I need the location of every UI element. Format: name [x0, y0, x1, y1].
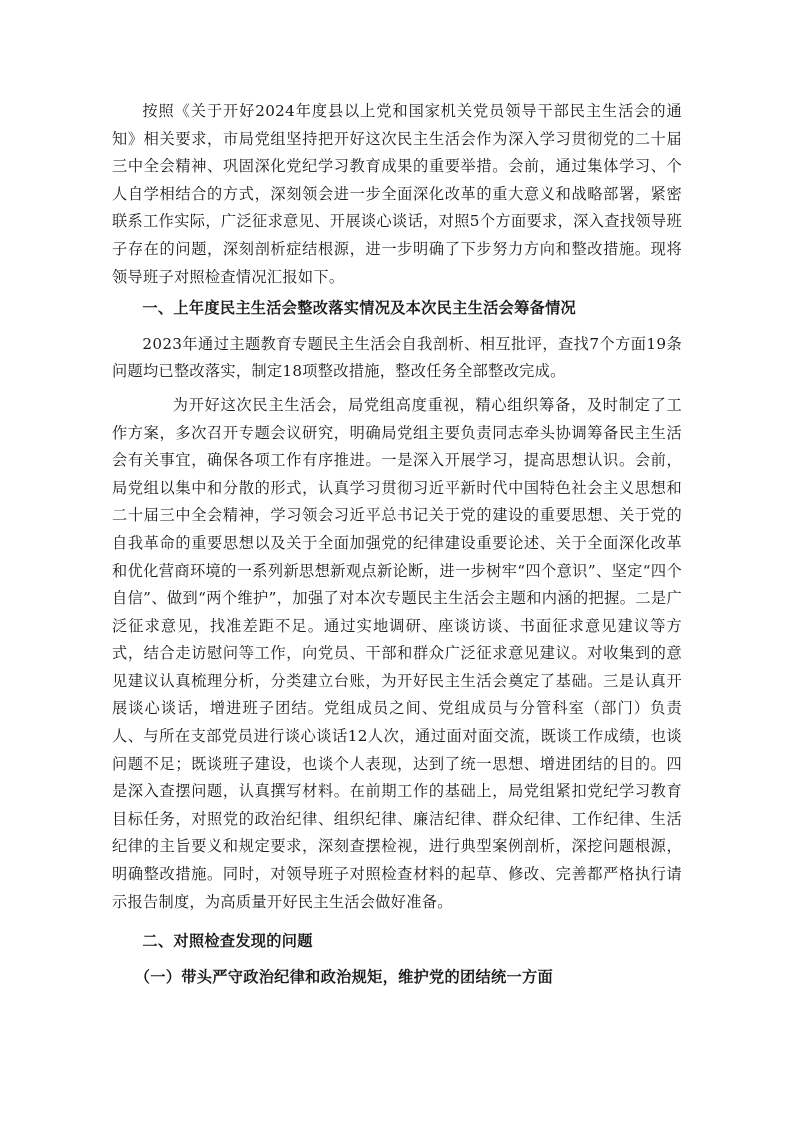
- section-heading-2: 二、对照检查发现的问题: [142, 932, 313, 951]
- intro-paragraph: 按照《关于开好2024年度县以上党和国家机关党员领导干部民主生活会的通知》相关要求，市局党组坚持把开好这次民主生活会作为深入学习贯彻党的二十届三中全会精神、巩固深化党纪学习教育成果的重要举措。会前，通过集体学习、个人自学相结合的方式，深刻领会进一步全面深化改革的重大意义和战略部署，紧密联系工作实际，广泛征求意见、开展谈心谈话，对照5个方面要求，深入查找领导班子存在的问题，深刻剖析症结根源，进一步明确了下步努力方向和整改措施。现将领导班子对照检查情况汇报如下。: [112, 102, 682, 286]
- subsection-heading-1: （一）带头严守政治纪律和政治规矩，维护党的团结统一方面: [134, 967, 553, 986]
- rectification-paragraph: 2023年通过主题教育专题民主生活会自我剖析、相互批评，查找7个方面19条问题均已整改落实，制定18项整改措施，整改任务全部整改完成。: [112, 334, 682, 381]
- preparation-paragraph: 为开好这次民主生活会，局党组高度重视，精心组织筹备，及时制定了工作方案，多次召开专题会议研究，明确局党组主要负责同志牵头协调筹备民主生活会有关事宜，确保各项工作有序推进。一是深入开展学习，提高思想认识。会前，局党组以集中和分散的形式，认真学习贯彻习近平新时代中国特色社会主义思想和二十届三中全会精神，学习领会习近平总书记关于党的建设的重要思想、关于党的自我革命的重要思想以及关于全面加强党的纪律建设重要论述、关于全面深化改革和优化营商环境的一系列新思想新观点新论断，进一步树牢“四个意识”、坚定“四个自信”、做到“两个维护”，加强了对本次专题民主生活会主题和内涵的把握。二是广泛征求意见，找准差距不足。通过实地调研、座谈访谈、书面征求意见建议等方式，结合走访慰问等工作，向党员、干部和群众广泛征求意见建议。对收集到的意见建议认真梳理分析，分类建立台账，为开好民主生活会奠定了基础。三是认真开展谈心谈话，增进班子团结。党组成员之间、党组成员与分管科室（部门）负责人、与所在支部党员进行谈心谈话12人次，通过面对面交流，既谈工作成绩，也谈问题不足；既谈班子建设，也谈个人表现，达到了统一思想、增进团结的目的。四是深入查摆问题，认真撰写材料。在前期工作的基础上，局党组紧扣党纪学习教育目标任务，对照党的政治纪律、组织纪律、廉洁纪律、群众纪律、工作纪律、生活纪律的主旨要义和规定要求，深刻查摆检视，进行典型案例剖析，深挖问题根源，明确整改措施。同时，对领导班子对照检查材料的起草、修改、完善都严格执行请示报告制度，为高质量开好民主生活会做好准备。: [112, 395, 682, 911]
- section-heading-1: 一、上年度民主生活会整改落实情况及本次民主生活会筹备情况: [142, 299, 577, 318]
- document-body: [112, 98, 682, 991]
